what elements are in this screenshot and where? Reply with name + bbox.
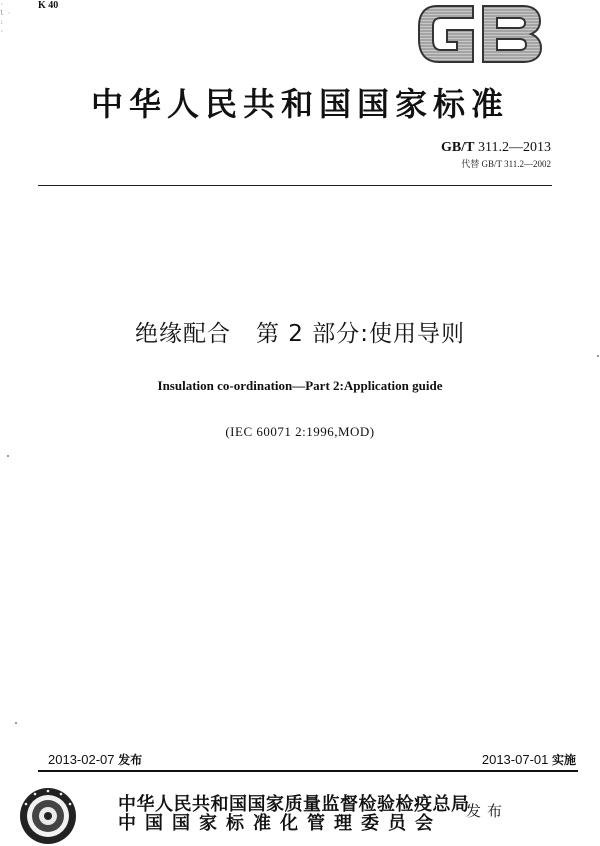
issue-date-value: 2013-02-07 [48, 752, 115, 767]
aqsiq-seal-icon [18, 786, 78, 846]
footer-divider [38, 770, 578, 772]
implementation-date-value: 2013-07-01 [481, 752, 549, 767]
publish-label: 发布 [466, 802, 509, 820]
issuer-aqsiq: 中华人民共和国国家质量监督检验检疫总局 [118, 794, 470, 815]
standard-number [441, 140, 551, 156]
issue-date-label: 发布 [118, 753, 143, 767]
scan-speck [15, 722, 17, 724]
chinese-title: 绝缘配合 第 2 部分:使用导则 [135, 321, 465, 347]
gb-logo-icon [413, 0, 546, 66]
implementation-date-label: 实施 [551, 753, 576, 767]
standard-code: GB/T [441, 140, 475, 155]
header-divider [38, 185, 552, 186]
national-standard-title: 中华人民共和国国家标准 [90, 85, 509, 123]
issuer-sac: 中国国家标准化管理委员会 [118, 813, 442, 834]
english-title: Insulation co-ordination—Part 2:Application guide [157, 378, 443, 393]
standard-code-value: 311.2—2013 [478, 140, 551, 155]
implementation-date [482, 751, 576, 768]
margin-marks: · l · : · [0, 1, 11, 35]
ccs-classification-code: K 40 [38, 0, 59, 11]
replaces-note: 代替 GB/T 311.2—2002 [461, 159, 551, 169]
scan-speck [597, 355, 599, 357]
scan-speck [7, 455, 9, 457]
issue-date [48, 751, 142, 768]
iec-reference: (IEC 60071 2:1996,MOD) [225, 424, 375, 439]
